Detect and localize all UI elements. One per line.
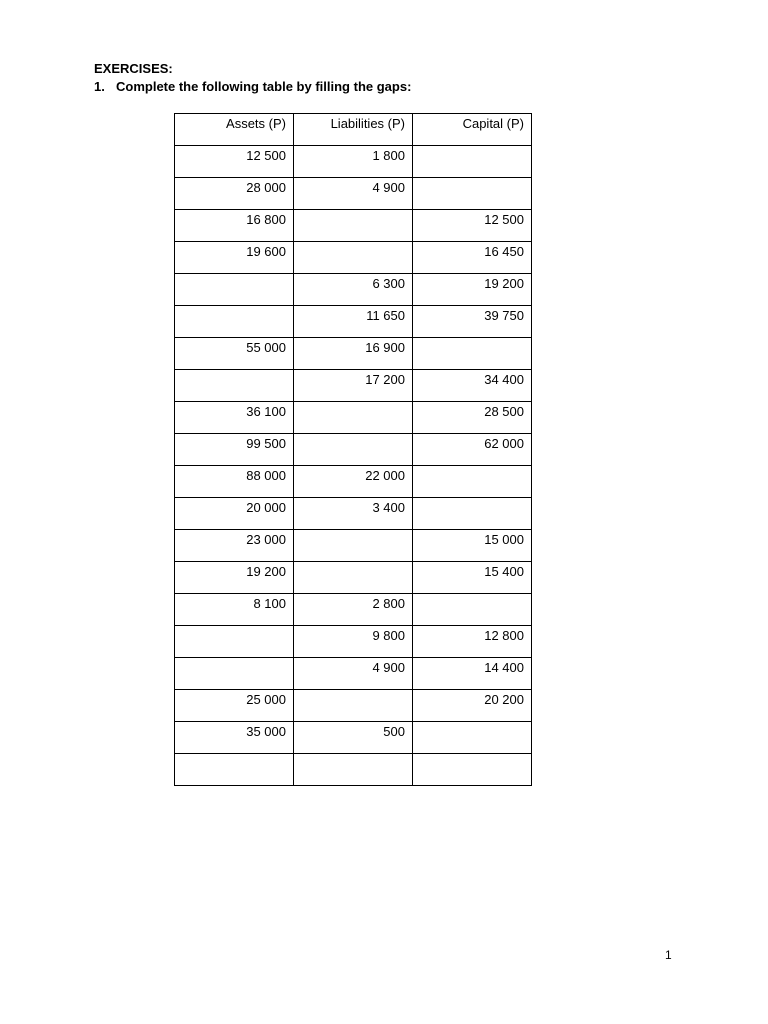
header-capital: Capital (P) xyxy=(413,114,532,146)
capital-cell xyxy=(413,178,532,210)
page-number: 1 xyxy=(665,948,672,962)
assets-cell: 20 000 xyxy=(175,498,294,530)
capital-cell xyxy=(413,146,532,178)
instruction-number: 1. xyxy=(94,79,105,94)
capital-cell: 20 200 xyxy=(413,690,532,722)
capital-cell: 16 450 xyxy=(413,242,532,274)
liabilities-cell xyxy=(294,562,413,594)
exercises-heading: EXERCISES: xyxy=(94,61,173,76)
table-header-row xyxy=(175,114,532,146)
liabilities-cell xyxy=(294,242,413,274)
capital-cell xyxy=(413,498,532,530)
assets-cell: 28 000 xyxy=(175,178,294,210)
liabilities-cell xyxy=(294,754,413,786)
assets-cell: 35 000 xyxy=(175,722,294,754)
assets-cell xyxy=(175,370,294,402)
table-row xyxy=(175,498,532,530)
table-row xyxy=(175,690,532,722)
capital-cell: 34 400 xyxy=(413,370,532,402)
table-row xyxy=(175,306,532,338)
capital-cell: 12 800 xyxy=(413,626,532,658)
instruction-line xyxy=(94,79,411,95)
capital-cell: 12 500 xyxy=(413,210,532,242)
liabilities-cell xyxy=(294,210,413,242)
assets-cell xyxy=(175,658,294,690)
liabilities-cell: 3 400 xyxy=(294,498,413,530)
instruction-text: Complete the following table by filling the gaps: xyxy=(116,79,412,94)
capital-cell xyxy=(413,754,532,786)
assets-cell: 55 000 xyxy=(175,338,294,370)
liabilities-cell: 11 650 xyxy=(294,306,413,338)
capital-cell: 15 000 xyxy=(413,530,532,562)
assets-cell: 19 600 xyxy=(175,242,294,274)
table-row xyxy=(175,146,532,178)
assets-cell xyxy=(175,754,294,786)
table-row xyxy=(175,754,532,786)
table-row xyxy=(175,274,532,306)
liabilities-cell: 1 800 xyxy=(294,146,413,178)
assets-cell: 19 200 xyxy=(175,562,294,594)
table-row xyxy=(175,242,532,274)
assets-cell: 99 500 xyxy=(175,434,294,466)
assets-cell: 8 100 xyxy=(175,594,294,626)
liabilities-cell xyxy=(294,690,413,722)
header-assets: Assets (P) xyxy=(175,114,294,146)
capital-cell: 15 400 xyxy=(413,562,532,594)
assets-cell xyxy=(175,306,294,338)
exercise-table xyxy=(174,113,532,786)
liabilities-cell xyxy=(294,530,413,562)
liabilities-cell xyxy=(294,402,413,434)
table-row xyxy=(175,402,532,434)
capital-cell: 28 500 xyxy=(413,402,532,434)
assets-cell: 16 800 xyxy=(175,210,294,242)
liabilities-cell: 17 200 xyxy=(294,370,413,402)
capital-cell: 39 750 xyxy=(413,306,532,338)
table-row xyxy=(175,338,532,370)
capital-cell: 14 400 xyxy=(413,658,532,690)
table-row xyxy=(175,178,532,210)
table-row xyxy=(175,370,532,402)
liabilities-cell: 4 900 xyxy=(294,178,413,210)
liabilities-cell: 2 800 xyxy=(294,594,413,626)
table-row xyxy=(175,722,532,754)
liabilities-cell xyxy=(294,434,413,466)
liabilities-cell: 4 900 xyxy=(294,658,413,690)
liabilities-cell: 9 800 xyxy=(294,626,413,658)
assets-cell: 25 000 xyxy=(175,690,294,722)
capital-cell: 19 200 xyxy=(413,274,532,306)
table-row xyxy=(175,658,532,690)
table-row xyxy=(175,210,532,242)
assets-cell: 23 000 xyxy=(175,530,294,562)
capital-cell xyxy=(413,722,532,754)
liabilities-cell: 6 300 xyxy=(294,274,413,306)
assets-cell xyxy=(175,274,294,306)
liabilities-cell: 22 000 xyxy=(294,466,413,498)
table-row xyxy=(175,594,532,626)
table-row xyxy=(175,562,532,594)
assets-cell: 88 000 xyxy=(175,466,294,498)
capital-cell xyxy=(413,338,532,370)
capital-cell xyxy=(413,594,532,626)
table-row xyxy=(175,626,532,658)
liabilities-cell: 500 xyxy=(294,722,413,754)
liabilities-cell: 16 900 xyxy=(294,338,413,370)
table-body xyxy=(175,146,532,786)
assets-cell xyxy=(175,626,294,658)
assets-cell: 12 500 xyxy=(175,146,294,178)
capital-cell xyxy=(413,466,532,498)
table-row xyxy=(175,530,532,562)
capital-cell: 62 000 xyxy=(413,434,532,466)
assets-cell: 36 100 xyxy=(175,402,294,434)
header-liabilities: Liabilities (P) xyxy=(294,114,413,146)
table-row xyxy=(175,434,532,466)
table-row xyxy=(175,466,532,498)
